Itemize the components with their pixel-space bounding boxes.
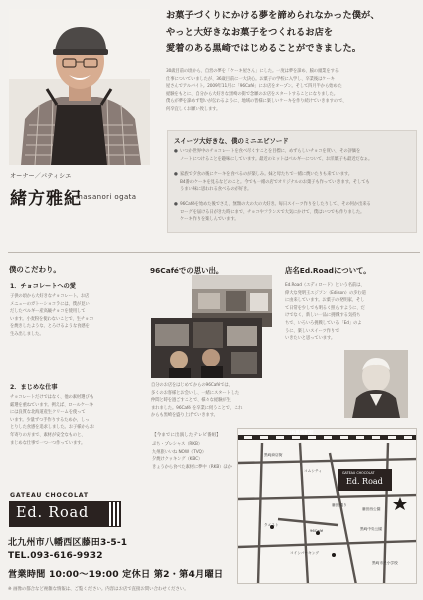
- section-divider: [8, 252, 420, 253]
- map-label: 藤田通り: [332, 503, 347, 507]
- episode-line: B4番のケーキを見るなどのこと。今でも一緒の店でオリジナルのお菓子も作っていきます。そしても: [180, 179, 370, 185]
- map-label: 黒崎市民小学校: [372, 561, 398, 565]
- body-line: うに、楽しいスイーツ作りで: [285, 328, 340, 334]
- episode-line: ローグを届ける日がきた時にまで、チョコやフランスで大気にかけて、僕はいつでも作りました。: [180, 209, 365, 215]
- map-label: 藤田西公園: [362, 507, 381, 511]
- map-label: 黒崎商店街: [264, 453, 283, 457]
- map-label: 黒崎中央公園: [360, 527, 383, 531]
- body-line: を焼きしたような、とろけるような食感を: [10, 324, 90, 330]
- body-line: に由来しています。お菓子の発明家、そし: [285, 298, 365, 304]
- footnote: ※ 画像の都合など複雑な情報は、ご覧ください。内容はお店で直接お問い合わせください。: [8, 587, 189, 592]
- tv-item: 九州旅いいね NOW（TVQ）: [152, 449, 207, 455]
- body-line: 厳選を重ねています。例えば、ロールケーキ: [10, 402, 94, 408]
- tv-list: [152, 441, 236, 471]
- owner-name-en: masanori ogata: [76, 193, 137, 201]
- episode-line: 家族で夕食の後にケーキを食べるのが楽しみ。妹と母たちで一緒に焼いたりも来ています。: [180, 172, 352, 177]
- intro-line: 仕事についていましたが、36歳目前に一大決心。お菓子の学校に入学し、卒業後はケーキ: [166, 76, 335, 82]
- intro-line: 屋さんでアルバイト。2009年11月に「96Café」にお店をオープン。そして四月半から始めた: [166, 84, 342, 90]
- episode-item: [174, 148, 410, 163]
- lead-line: やっと大好きなお菓子をつくれるお店を: [166, 26, 334, 38]
- tv-item: ぷち・プレシャス（RKB）: [152, 442, 203, 447]
- body-line: 生み出しました。: [10, 331, 44, 337]
- bullet-icon: ●: [174, 172, 178, 177]
- body-line: けでなく、新しい一品に挑戦する気持ち: [285, 313, 361, 319]
- episode-line: うまい味に思われる食べるのが好き。: [180, 187, 252, 193]
- body-line: まれました。96Café を卒業に伺うことで、これ: [151, 405, 243, 411]
- body-line: て日常を少しでも明るく照らすように、だ: [285, 305, 365, 311]
- kodawari-section-body: [10, 293, 142, 339]
- store-tel: TEL.093-616-9932: [8, 551, 103, 561]
- map-label: コムシティ: [304, 469, 323, 473]
- body-line: 偉大な発明王エジソン（Edison）の歩む道: [285, 290, 366, 296]
- logo-bars-icon: [109, 502, 119, 526]
- map-label: コインパーキング: [290, 551, 320, 555]
- tv-item: きょうから食べた素材に夢中（RKB）ほか: [152, 464, 232, 470]
- body-line: 自分のお店をはじめてからの96Caféでは、: [151, 383, 233, 388]
- bullet-icon: ●: [174, 149, 178, 154]
- owner-photo: [9, 9, 150, 165]
- owner-role: オーナー／パティシエ: [10, 173, 72, 180]
- map-station-label: JR黒崎駅前: [290, 431, 314, 436]
- body-line: 子供の頃から大好きなチョコレート。お店: [10, 294, 90, 299]
- intro-line: 何卒宜しくお願い致します。: [166, 106, 221, 112]
- store-name-heading: 店名Ed.Roadについて。: [285, 266, 371, 275]
- kodawari-section-title: 2．まじめな仕事: [10, 384, 58, 391]
- intro-line: 30歳目前の頃から、自営の夢を「ケーキ屋さん」にした。一度は夢を諦め、脇の頭業をする: [166, 69, 339, 74]
- store-address: 北九州市八幡西区藤田3-5-1: [8, 538, 128, 548]
- cafe-heading: 96Caféでの思い出。: [150, 266, 224, 275]
- body-line: だしたベルギー産高級チョコを使用して: [10, 309, 86, 315]
- cafe-body: [151, 382, 275, 420]
- body-line: Ed.Road（エディロード）という名前は、: [285, 283, 365, 288]
- kodawari-section-title: 1．チョコレートへの愛: [10, 283, 76, 290]
- episode-item: [174, 201, 410, 224]
- map-label: クエスト: [264, 523, 279, 527]
- kodawari-heading: 僕のこだわり。: [9, 265, 61, 274]
- body-line: 仲間と時を過ごすことで、様々な経験が生: [151, 398, 231, 404]
- tv-item: 夕焼けクッキング（KBC）: [152, 457, 203, 463]
- body-line: いきたいと思っています。: [285, 336, 336, 342]
- access-map: [237, 428, 417, 584]
- episode-line: 96Caféを始めた後でさえ、無類の大の大の大好き。毎日スイーツ作りをしたりして、その何か出来る: [180, 202, 371, 207]
- body-line: チョコレートだけではなく、他の素材選びも: [10, 395, 94, 400]
- body-line: からも黒崎を盛り上げていきます。: [151, 413, 218, 419]
- lead-text: [166, 8, 418, 58]
- body-line: まじめな仕事で一つ一つ作っています。: [10, 440, 86, 446]
- intro-line: 経験をもとに、自分から大好きな黒崎の街で念願のお店をスタートすることになりました。: [166, 91, 338, 97]
- cafe-photo: [151, 318, 262, 378]
- tv-heading: 【今までに出演したテレビ番組】: [152, 433, 221, 438]
- owner-name-jp: 緒方雅紀: [10, 189, 82, 209]
- body-line: 多くのお客様とお会いし、一緒にスタートした: [151, 390, 240, 396]
- body-line: には良質な北海道産生クリームを使って: [10, 410, 86, 416]
- body-line: メニューのガトーショコラには、僕が見い: [10, 301, 90, 307]
- edison-photo: [344, 350, 408, 418]
- intro-line: 僕らが夢を諦めず想いが伝わるように、地域の皆様に楽しいケーキを作り続けていきますので、: [166, 99, 347, 105]
- lead-line: 愛着のある黒崎ではじめることができました。: [166, 43, 362, 54]
- episode-line: いつか世界中のチョコレートを食べ尽くすことを目標に、めずらしいチョコを買い、その評価を: [180, 149, 361, 154]
- map-label: 96Café: [310, 529, 324, 533]
- logo-name: Ed. Road: [16, 505, 90, 521]
- body-line: います。小麦粉を使わないことで、生チョコ: [10, 316, 94, 322]
- store-name-body: [285, 282, 417, 343]
- lead-line: お菓子づくりにかける夢を諦められなかった僕が、: [166, 10, 380, 21]
- body-line: います。少量ずつ手作りするためか、しっ: [10, 417, 90, 423]
- episode-title: スイーツ大好きな、僕のミニエピソード: [174, 137, 289, 145]
- map-store-name: Ed. Road: [346, 477, 383, 486]
- episode-line: ノートにつけることを趣味にしています。最近のヒットはベルギーについて、お洋菓子も最近だなぁ。: [180, 156, 373, 162]
- intro-text: [166, 68, 416, 114]
- body-line: とりした食感を追求しました。お子様からお: [10, 425, 94, 431]
- body-line: ちで、いろいろ挑戦している「Ed」のよ: [285, 320, 362, 326]
- logo-subtitle: GATEAU CHOCOLAT: [10, 492, 89, 499]
- kodawari-section-body: [10, 394, 142, 447]
- body-line: 年寄りの方まで、素材が安全なものと、: [10, 432, 86, 438]
- episode-line: ケーキ作りを楽しんでいます。: [180, 217, 239, 223]
- bullet-icon: ●: [174, 202, 178, 207]
- map-store-sub: GATEAU CHOCOLAT: [342, 471, 375, 475]
- episode-item: [174, 171, 410, 194]
- store-hours: 営業時間 10:00～19:00 定休日 第2・第4月曜日: [8, 569, 224, 580]
